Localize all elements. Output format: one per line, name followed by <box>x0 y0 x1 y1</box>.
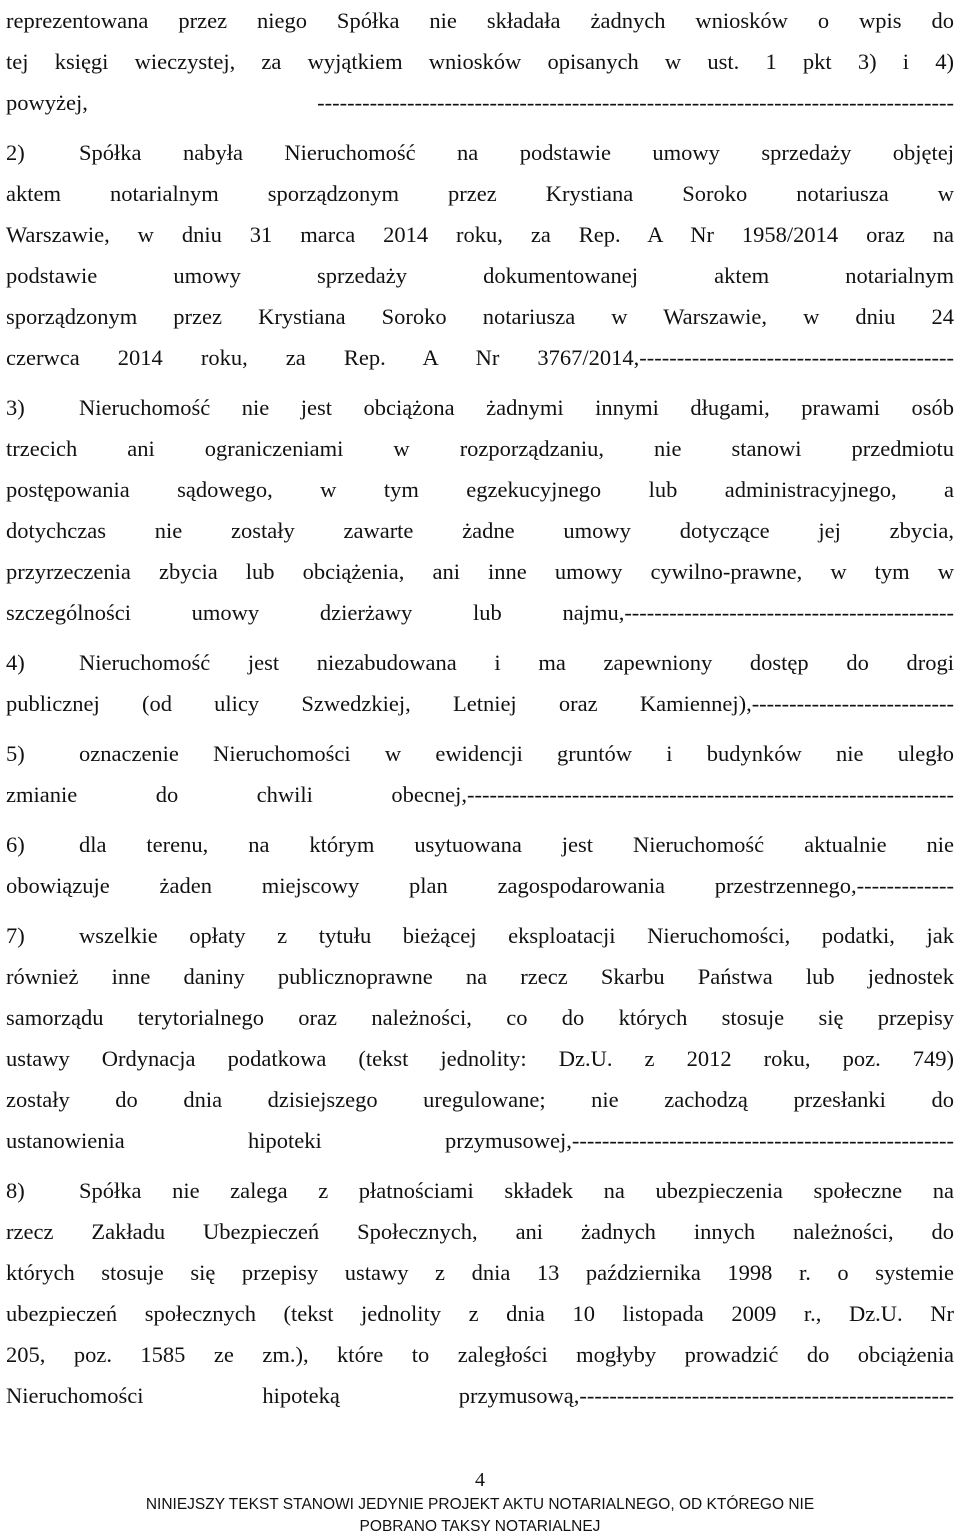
list-item-first-line <box>6 132 954 173</box>
list-number: 7) <box>6 923 25 948</box>
page-number: 4 <box>475 1469 485 1491</box>
text-run: Spółka nabyła Nieruchomość na podstawie umowy sprzedaży objętej <box>79 140 954 165</box>
text-run: dla terenu, na którym usytuowana jest Nieruchomość aktualnie nie <box>79 832 954 857</box>
lead-paragraph <box>6 0 954 123</box>
list-item-first-line <box>6 733 954 774</box>
list-number: 6) <box>6 832 25 857</box>
text-line: dotychczas nie zostały zawarte żadne umowy dotyczące jej zbycia, <box>6 518 954 543</box>
text-line: ustawy Ordynacja podatkowa (tekst jednolity: Dz.U. z 2012 roku, poz. 749) <box>6 1046 954 1071</box>
text-run: Nieruchomość nie jest obciążona żadnymi innymi długami, prawami osób <box>79 395 954 420</box>
list-item-first-line <box>6 915 954 956</box>
text-line: ubezpieczeń społecznych (tekst jednolity z dnia 10 listopada 2009 r., Dz.U. Nr <box>6 1301 954 1326</box>
disclaimer-line: POBRANO TAKSY NOTARIALNEJ <box>359 1518 601 1535</box>
list-item-first-line <box>6 642 954 683</box>
text-line: aktem notarialnym sporządzonym przez Krystiana Soroko notariusza w <box>6 181 954 206</box>
text-run: Nieruchomość jest niezabudowana i ma zapewniony dostęp do drogi <box>79 650 954 675</box>
text-line: również inne daniny publicznoprawne na rzecz Skarbu Państwa lub jednostek <box>6 964 954 989</box>
text-line: przyrzeczenia zbycia lub obciążenia, ani inne umowy cywilno-prawne, w tym w <box>6 559 954 584</box>
list-item-2 <box>6 132 954 378</box>
text-line: ustanowienia hipoteki przymusowej,--------------------------------------------------- <box>6 1128 954 1153</box>
text-run: wszelkie opłaty z tytułu bieżącej eksploatacji Nieruchomości, podatki, jak <box>79 923 954 948</box>
list-item-first-line <box>6 387 954 428</box>
list-number: 5) <box>6 741 25 766</box>
list-number: 2) <box>6 140 25 165</box>
text-line: zmianie do chwili obecnej,----------------------------------------------------------------- <box>6 782 954 807</box>
list-item-first-line <box>6 1170 954 1211</box>
footer-disclaimer <box>0 1494 960 1538</box>
text-line: szczególności umowy dzierżawy lub najmu,-------------------------------------------- <box>6 600 954 625</box>
list-item-8 <box>6 1170 954 1416</box>
list-item-6 <box>6 824 954 906</box>
text-line: postępowania sądowego, w tym egzekucyjnego lub administracyjnego, a <box>6 477 954 502</box>
text-line: Warszawie, w dniu 31 marca 2014 roku, za Rep. A Nr 1958/2014 oraz na <box>6 222 954 247</box>
document-body <box>6 0 954 1416</box>
list-number: 8) <box>6 1178 25 1203</box>
text-line: czerwca 2014 roku, za Rep. A Nr 3767/2014,------------------------------------------ <box>6 345 954 370</box>
text-line: których stosuje się przepisy ustawy z dnia 13 października 1998 r. o systemie <box>6 1260 954 1285</box>
text-line: samorządu terytorialnego oraz należności, co do których stosuje się przepisy <box>6 1005 954 1030</box>
text-line: trzecich ani ograniczeniami w rozporządzaniu, nie stanowi przedmiotu <box>6 436 954 461</box>
list-item-7 <box>6 915 954 1161</box>
text-line: zostały do dnia dzisiejszego uregulowane; nie zachodzą przesłanki do <box>6 1087 954 1112</box>
text-line: publicznej (od ulicy Szwedzkiej, Letniej oraz Kamiennej),--------------------------- <box>6 691 954 716</box>
text-line: tej księgi wieczystej, za wyjątkiem wniosków opisanych w ust. 1 pkt 3) i 4) <box>6 49 954 74</box>
text-line: obowiązuje żaden miejscowy plan zagospodarowania przestrzennego,------------- <box>6 873 954 898</box>
text-line: sporządzonym przez Krystiana Soroko notariusza w Warszawie, w dniu 24 <box>6 304 954 329</box>
list-item-5 <box>6 733 954 815</box>
text-line: Nieruchomości hipoteką przymusową,-------------------------------------------------- <box>6 1383 954 1408</box>
text-line: powyżej, ------------------------------------------------------------------------------------- <box>6 90 954 115</box>
list-item-4 <box>6 642 954 724</box>
text-run: Spółka nie zalega z płatnościami składek na ubezpieczenia społeczne na <box>79 1178 954 1203</box>
list-item-3 <box>6 387 954 633</box>
text-run: oznaczenie Nieruchomości w ewidencji gruntów i budynków nie uległo <box>79 741 954 766</box>
list-item-first-line <box>6 824 954 865</box>
text-line: reprezentowana przez niego Spółka nie składała żadnych wniosków o wpis do <box>6 8 954 33</box>
text-line: rzecz Zakładu Ubezpieczeń Społecznych, ani żadnych innych należności, do <box>6 1219 954 1244</box>
list-number: 3) <box>6 395 25 420</box>
list-number: 4) <box>6 650 25 675</box>
text-line: 205, poz. 1585 ze zm.), które to zaległości mogłyby prowadzić do obciążenia <box>6 1342 954 1367</box>
disclaimer-line: NINIEJSZY TEKST STANOWI JEDYNIE PROJEKT AKTU NOTARIALNEGO, OD KTÓREGO NIE <box>145 1496 815 1513</box>
text-line: podstawie umowy sprzedaży dokumentowanej aktem notarialnym <box>6 263 954 288</box>
